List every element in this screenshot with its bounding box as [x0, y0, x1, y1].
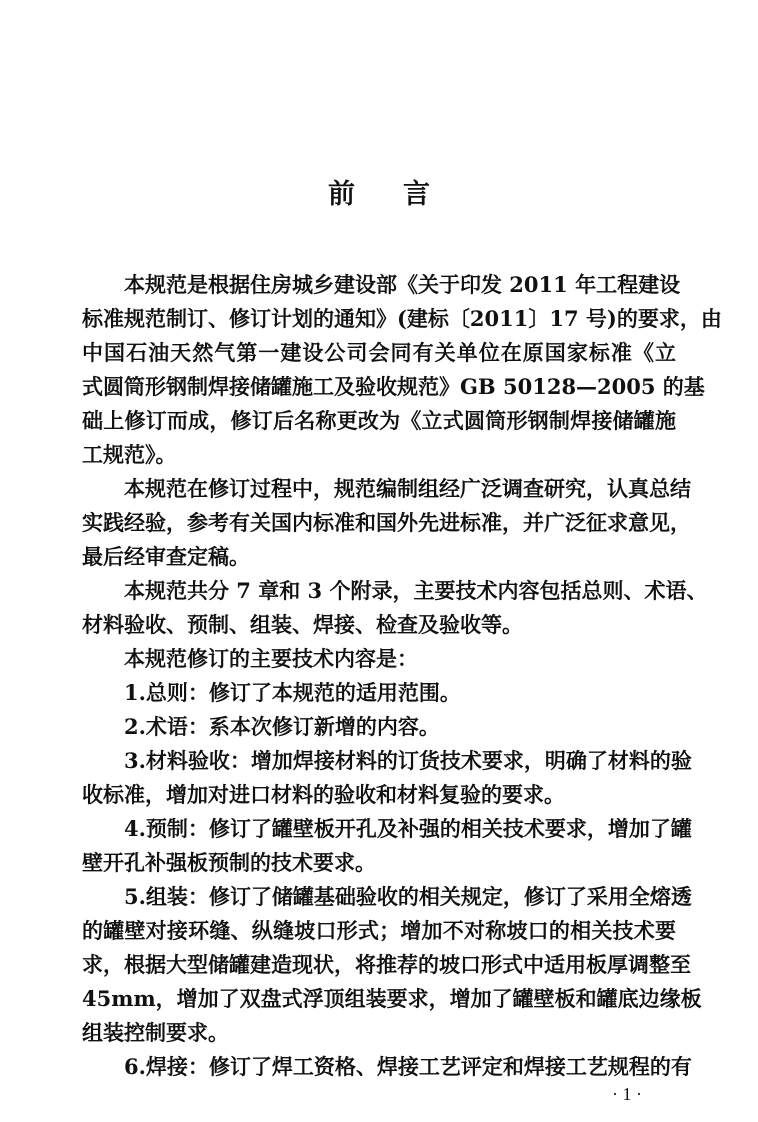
text-line: 组装控制要求。 — [82, 1020, 229, 1045]
text-line: 最后经审查定稿。 — [82, 544, 250, 569]
text-line: 3.材料验收：增加焊接材料的订货技术要求，明确了材料的验 — [124, 748, 692, 773]
text-line: 收标准，增加对进口材料的验收和材料复验的要求。 — [82, 782, 565, 807]
preface-body — [82, 268, 722, 1084]
text-line: 1.总则：修订了本规范的适用范围。 — [124, 680, 461, 705]
text-line: 材料验收、预制、组装、焊接、检查及验收等。 — [82, 612, 523, 637]
text-line: 实践经验，参考有关国内标准和国外先进标准，并广泛征求意见， — [82, 510, 691, 535]
text-line: 本规范是根据住房城乡建设部《关于印发 2011 年工程建设 — [124, 272, 681, 297]
page-number: · 1 · — [612, 1084, 642, 1104]
text-line: 45mm，增加了双盘式浮顶组装要求，增加了罐壁板和罐底边缘板 — [82, 986, 702, 1011]
text-line: 6.焊接：修订了焊工资格、焊接工艺评定和焊接工艺规程的有 — [124, 1054, 692, 1079]
text-line: 2.术语：系本次修订新增的内容。 — [124, 714, 440, 739]
text-line: 中国石油天然气第一建设公司会同有关单位在原国家标准《立 — [82, 340, 676, 365]
text-line: 工规范》。 — [82, 442, 177, 467]
page-title — [0, 172, 758, 211]
text-line: 5.组装：修订了储罐基础验收的相关规定，修订了采用全熔透 — [124, 884, 692, 909]
title-char: 前 — [328, 179, 355, 210]
text-line: 本规范共分 7 章和 3 个附录，主要技术内容包括总则、术语、 — [124, 578, 708, 603]
text-line: 本规范修订的主要技术内容是： — [124, 646, 418, 671]
text-line: 标准规范制订、修订计划的通知》(建标〔2011〕17 号)的要求，由 — [82, 306, 722, 331]
title-char: 言 — [403, 179, 430, 210]
text-line: 壁开孔补强板预制的技术要求。 — [82, 850, 376, 875]
text-line: 4.预制：修订了罐壁板开孔及补强的相关技术要求，增加了罐 — [124, 816, 692, 841]
text-line: 本规范在修订过程中，规范编制组经广泛调查研究，认真总结 — [124, 476, 691, 501]
text-line: 的罐壁对接环缝、纵缝坡口形式；增加不对称坡口的相关技术要 — [82, 918, 676, 943]
text-line: 础上修订而成，修订后名称更改为《立式圆筒形钢制焊接储罐施 — [82, 408, 676, 433]
text-line: 求，根据大型储罐建造现状，将推荐的坡口形式中适用板厚调整至 — [82, 952, 691, 977]
text-line: 式圆筒形钢制焊接储罐施工及验收规范》GB 50128—2005 的基 — [82, 374, 705, 399]
